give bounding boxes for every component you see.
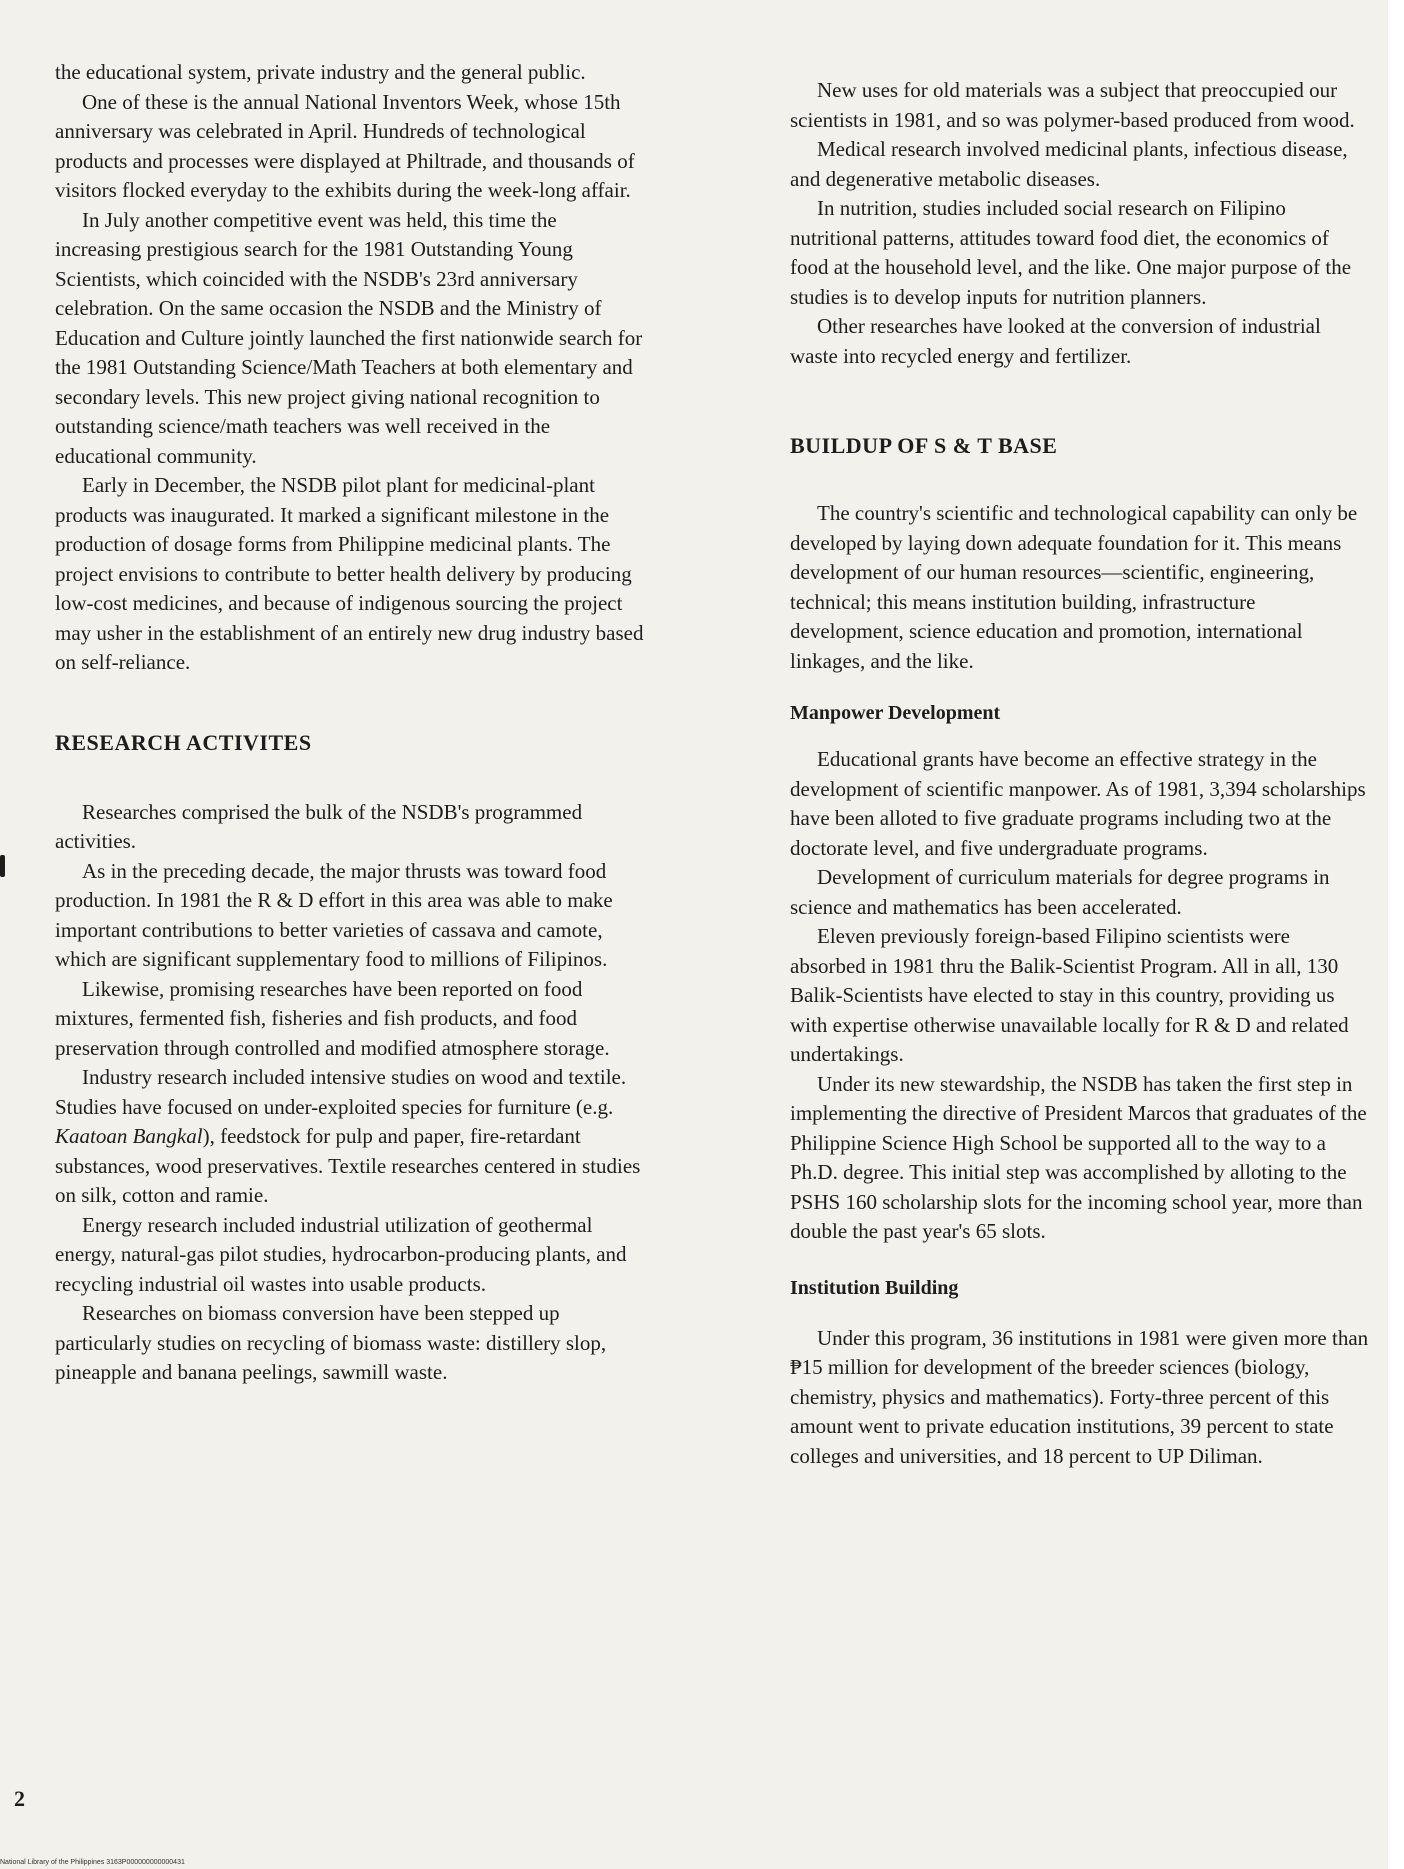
subheading-manpower: Manpower Development [790, 702, 1001, 724]
subheading-institution: Institution Building [790, 1276, 959, 1299]
paragraph: Under this program, 36 institutions in 1981 were given more than ₱15 million for development of the breeder sciences (biology, chemistry, physics and mathematics). Forty-three percent of this amount went to private education institutions, 39 percent to state colleges and universities, and 18 percent to UP Diliman. [790, 1325, 1369, 1468]
species-name: Kaatoan Bangkal [55, 1124, 203, 1148]
paragraph: Development of curriculum materials for degree programs in science and mathematics has been accelerated. [790, 865, 1330, 919]
paragraph: As in the preceding decade, the major thrusts was toward food production. In 1981 the R & D effort in this area was able to make important contributions to better varieties of cassava and camote, which are significant supplementary food to millions of Filipinos. [55, 858, 613, 971]
paragraph: Energy research included industrial utilization of geothermal energy, natural-gas pilot studies, hydrocarbon-producing plants, and recycling industrial oil wastes into usable products. [55, 1212, 627, 1296]
section-heading-buildup: BUILDUP OF S & T BASE [790, 433, 1058, 458]
section-heading-research: RESEARCH ACTIVITES [55, 729, 312, 755]
paragraph: In July another competitive event was held, this time the increasing prestigious search for the 1981 Outstanding Young Scientists, which coincided with the NSDB's 23rd anniversary celebration. On the same occasion the NSDB and the Ministry of Education and Culture jointly launched the first nationwide search for the 1981 Outstanding Science/Math Teachers at both elementary and secondary levels. This new project giving national recognition to outstanding science/math teachers was well received in the educational community. [55, 207, 643, 468]
footer-credit: National Library of the Philippines 3163P000000000000431 [0, 1859, 185, 1866]
paragraph [55, 1063, 645, 1211]
paragraph: Early in December, the NSDB pilot plant for medicinal-plant products was inaugurated. It marked a significant milestone in the production of dosage forms from Philippine medicinal plants. The project envisions to contribute to better health delivery by producing low-cost medicines, and because of indigenous sourcing the project may usher in the establishment of an entirely new drug industry based on self-reliance. [55, 473, 644, 674]
paragraph: One of these is the annual National Inventors Week, whose 15th anniversary was celebrated in April. Hundreds of technological products and processes were displayed at Philtrade, and thousands of visitors flocked everyday to the exhibits during the week-long affair. [55, 89, 635, 202]
right-column [790, 76, 1370, 1471]
paragraph: Likewise, promising researches have been reported on food mixtures, fermented fish, fisheries and fish products, and food preservation through controlled and modified atmosphere storage. [55, 976, 610, 1060]
paragraph: Medical research involved medicinal plants, infectious disease, and degenerative metabolic diseases. [790, 137, 1348, 191]
text-run: ), feedstock for pulp and paper, fire-retardant substances, wood preservatives. Textile researches centered in studies on silk, cotton and ramie. [55, 1124, 641, 1207]
paragraph: In nutrition, studies included social research on Filipino nutritional patterns, attitudes toward food diet, the economics of food at the household level, and the like. One major purpose of the studies is to develop inputs for nutrition planners. [790, 196, 1352, 309]
page-number: 2 [14, 1786, 25, 1811]
paragraph: The country's scientific and technological capability can only be developed by laying down adequate foundation for it. This means development of our human resources—scientific, engineering, technical; this means institution building, infrastructure development, science education and promotion, international linkages, and the like. [790, 501, 1358, 673]
paragraph: Other researches have looked at the conversion of industrial waste into recycled energy and fertilizer. [790, 314, 1321, 368]
paragraph: Researches on biomass conversion have been stepped up particularly studies on recycling of biomass waste: distillery slop, pineapple and banana peelings, sawmill waste. [55, 1301, 607, 1384]
binding-mark [0, 855, 5, 877]
paragraph: Under its new stewardship, the NSDB has taken the first step in implementing the directive of President Marcos that graduates of the Philippine Science High School be supported all to the way to a Ph.D. degree. This initial step was accomplished by alloting to the PSHS 160 scholarship slots for the incoming school year, more than double the past year's 65 slots. [790, 1071, 1367, 1243]
paragraph: Researches comprised the bulk of the NSDB's programmed activities. [55, 799, 583, 853]
page-edge [1388, 0, 1404, 1869]
paragraph: New uses for old materials was a subject that preoccupied our scientists in 1981, and so was polymer-based produced from wood. [790, 78, 1355, 132]
text-run: Industry research included intensive studies on wood and textile. Studies have focused on under-exploited species for furniture (e.g. [55, 1065, 627, 1119]
paragraph: the educational system, private industry and the general public. [55, 60, 586, 84]
paragraph: Educational grants have become an effective strategy in the development of scientific manpower. As of 1981, 3,394 scholarships have been alloted to five graduate programs including two at the doctorate level, and five undergraduate programs. [790, 747, 1366, 860]
paragraph: Eleven previously foreign-based Filipino scientists were absorbed in 1981 thru the Balik-Scientist Program. All in all, 130 Balik-Scientists have elected to stay in this country, providing us with expertise otherwise unavailable locally for R & D and related undertakings. [790, 924, 1349, 1066]
left-column [55, 58, 645, 1388]
